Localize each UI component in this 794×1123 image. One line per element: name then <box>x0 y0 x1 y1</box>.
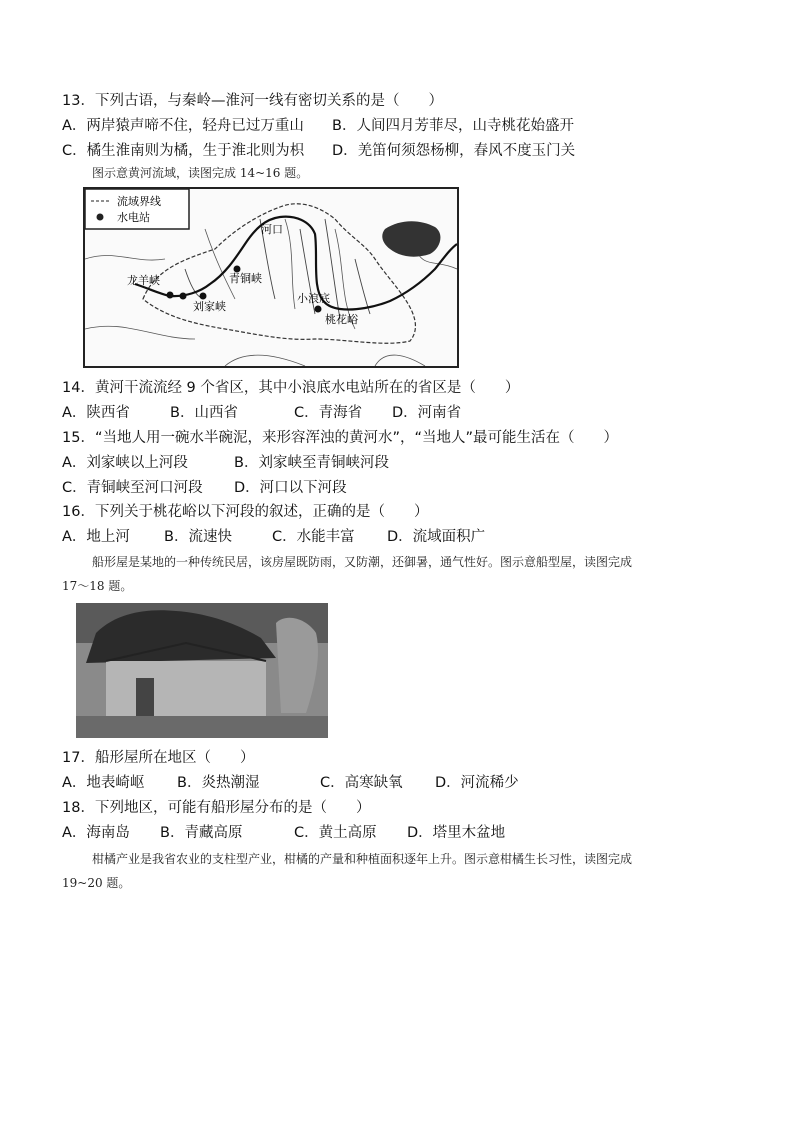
q13-option-a: A．两岸猿声啼不住，轻舟已过万重山 <box>62 118 304 134</box>
q15-option-d: D．河口以下河段 <box>234 480 347 496</box>
intro-14-16: 图示意黄河流域，读图完成 14~16 题。 <box>92 166 309 180</box>
label-longyangxia: 龙羊峡 <box>127 274 160 287</box>
q16-option-b: B．流速快 <box>164 529 232 545</box>
q15-option-b: B．刘家峡至青铜峡河段 <box>234 455 389 471</box>
q15-option-a: A．刘家峡以上河段 <box>62 455 188 471</box>
legend-station-label: 水电站 <box>117 211 150 224</box>
station-longyangxia-icon <box>167 292 174 299</box>
q18-option-b: B．青藏高原 <box>160 825 243 841</box>
station-liujiaxia-icon <box>180 293 187 300</box>
q13-stem: 13．下列古语，与秦岭—淮河一线有密切关系的是（ ） <box>62 93 443 109</box>
q18-option-c: C．黄土高原 <box>294 825 377 841</box>
door-shape <box>136 678 154 716</box>
q17-stem: 17．船形屋所在地区（ ） <box>62 750 255 766</box>
q17-option-b: B．炎热潮湿 <box>177 775 260 791</box>
legend-boundary-label: 流域界线 <box>117 195 161 208</box>
station-liujiaxia-2-icon <box>200 293 207 300</box>
boat-house-photo <box>76 603 328 738</box>
label-liujiaxia: 刘家峡 <box>193 300 226 313</box>
ground-shape <box>76 716 328 738</box>
boat-house-drawing <box>76 603 328 738</box>
q16-option-c: C．水能丰富 <box>272 529 355 545</box>
q13-option-c: C．橘生淮南则为橘，生于淮北则为枳 <box>62 143 305 159</box>
q17-option-a: A．地表崎岖 <box>62 775 145 791</box>
label-qingtongxia: 青铜峡 <box>229 272 262 285</box>
q14-stem: 14．黄河干流流经 9 个省区，其中小浪底水电站所在的省区是（ ） <box>62 380 520 396</box>
yellow-river-map <box>83 187 459 368</box>
q17-option-c: C．高寒缺氧 <box>320 775 403 791</box>
label-hekou: 河口 <box>261 223 283 236</box>
q16-stem: 16．下列关于桃花峪以下河段的叙述，正确的是（ ） <box>62 504 429 520</box>
q17-option-d: D．河流稀少 <box>435 775 519 791</box>
label-xiaolangdi: 小浪底 <box>297 292 330 305</box>
q15-stem: 15．“当地人用一碗水半碗泥，来形容浑浊的黄河水”，“当地人”最可能生活在（ ） <box>62 430 618 446</box>
q14-option-d: D．河南省 <box>392 405 462 421</box>
intro-19-20-line1: 柑橘产业是我省农业的支柱型产业，柑橘的产量和种植面积逐年上升。图示意柑橘生长习性，读图完成 <box>92 852 633 866</box>
wall-shape <box>106 661 266 716</box>
q18-option-a: A．海南岛 <box>62 825 130 841</box>
map-drawing <box>85 189 457 366</box>
station-legend-icon <box>97 214 104 221</box>
q18-option-d: D．塔里木盆地 <box>407 825 506 841</box>
intro-17-18-line2: 17～18 题。 <box>62 579 133 593</box>
q15-option-c: C．青铜峡至河口河段 <box>62 480 203 496</box>
q18-stem: 18．下列地区，可能有船形屋分布的是（ ） <box>62 800 371 816</box>
intro-19-20-line2: 19~20 题。 <box>62 876 131 890</box>
q16-option-d: D．流域面积广 <box>387 529 486 545</box>
q14-option-b: B．山西省 <box>170 405 238 421</box>
q16-option-a: A．地上河 <box>62 529 130 545</box>
bohai-sea <box>382 221 440 256</box>
intro-17-18-line1: 船形屋是某地的一种传统民居，该房屋既防雨，又防潮，还御暑，通气性好。图示意船型屋，读图完成 <box>92 555 633 569</box>
station-xiaolangdi-icon <box>315 306 322 313</box>
q14-option-a: A．陕西省 <box>62 405 130 421</box>
q14-option-c: C．青海省 <box>294 405 363 421</box>
label-taohuayu: 桃花峪 <box>325 313 358 326</box>
q13-option-d: D．羌笛何须怨杨柳，春风不度玉门关 <box>332 143 576 159</box>
q13-option-b: B．人间四月芳菲尽，山寺桃花始盛开 <box>332 118 574 134</box>
